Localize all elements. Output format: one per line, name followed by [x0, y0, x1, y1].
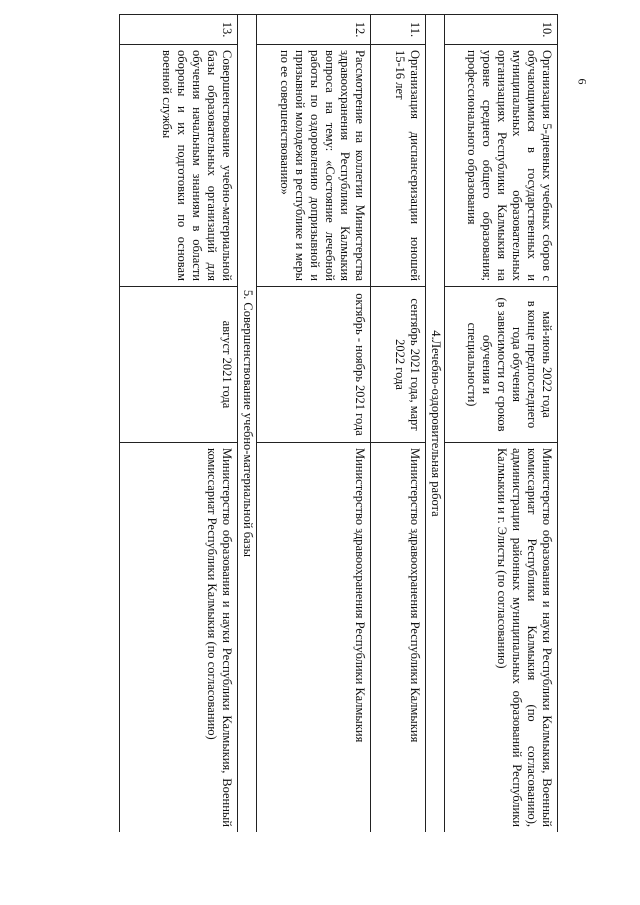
table-row	[371, 15, 426, 833]
responsible-cell: Министерство здравоохранения Республики Калмыкия	[371, 443, 426, 833]
page-number: 6	[575, 78, 590, 85]
section-row	[238, 15, 257, 833]
term-line: (в зависимости от сроков обучения и специальности)	[465, 297, 509, 432]
plan-table	[119, 14, 558, 832]
term-cell	[445, 287, 558, 443]
term-line: май-июнь 2022 года	[540, 311, 554, 418]
activity-cell: Организация диспансеризации юношей 15-16 лет	[371, 45, 426, 287]
term-cell: август 2021 года	[120, 287, 238, 443]
activity-cell: Организация 5-дневных учебных сборов с обучающимися в государственных и муниципальных образовательных организациях Республики Калмыкия на уровне среднего общего образования; профессионального образования	[445, 45, 558, 287]
section-row	[426, 15, 445, 833]
activity-cell: Рассмотрение на коллегии Министерства здравоохранения Республики Калмыкия вопроса на тему: «Состояние лечебной работы по оздоровлению допризывной и призывной молодежи в республике и меры по ее совершенствованию»	[257, 45, 371, 287]
row-number: 11.	[371, 15, 426, 45]
term-cell: сентябрь 2021 года, март 2022 года	[371, 287, 426, 443]
table-viewport	[38, 14, 558, 832]
responsible-cell: Министерство образования и науки Республики Калмыкия, Военный комиссариат Республики Калмыкия (по согласованию), администрации районных муниципальных образований Республики Калмыкии и г. Элисты (по согласованию)	[445, 443, 558, 833]
row-number: 13.	[120, 15, 238, 45]
activity-cell: Совершенствование учебно-материальной базы образовательных организаций для обучения начальным знаниям в области обороны и их подготовки по основам военной службы	[120, 45, 238, 287]
section-title: 4.Лечебно-оздоровительная работа	[426, 15, 445, 833]
term-line: в конце предпоследнего года обучения	[510, 300, 539, 429]
table-row	[445, 15, 558, 833]
table-row	[120, 15, 238, 833]
section-title: 5. Совершенствование учебно-материальной базы	[238, 15, 257, 833]
table-row	[257, 15, 371, 833]
term-cell: октябрь - ноябрь 2021 года	[257, 287, 371, 443]
row-number: 12.	[257, 15, 371, 45]
row-number: 10.	[445, 15, 558, 45]
responsible-cell: Министерство образования и науки Республики Калмыкия, Военный комиссариат Республики Калмыкия (по согласованию)	[120, 443, 238, 833]
responsible-cell: Министерство здравоохранения Республики Калмыкия	[257, 443, 371, 833]
landscape-page	[38, 14, 558, 832]
